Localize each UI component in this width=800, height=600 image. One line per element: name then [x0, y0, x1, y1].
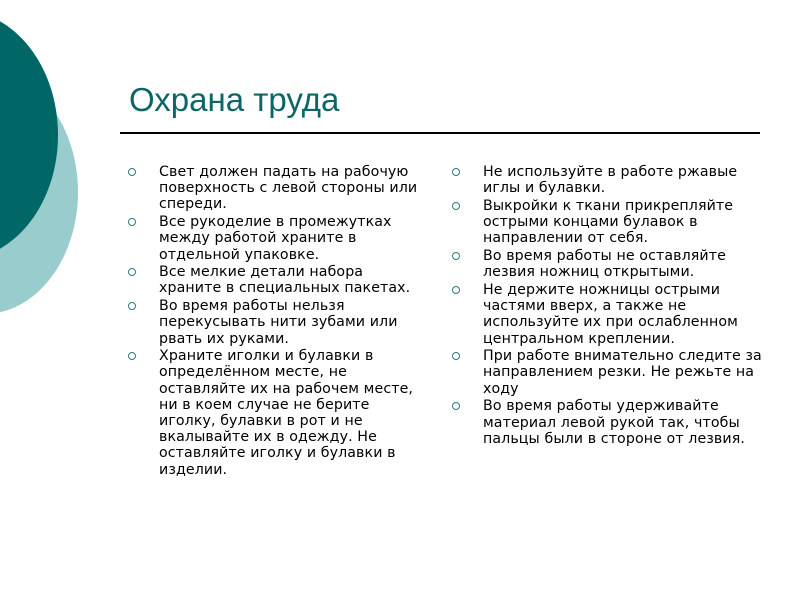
- hollow-circle-bullet-icon: [452, 168, 460, 176]
- hollow-circle-bullet-icon: [128, 302, 136, 310]
- list-item-text: Храните иголки и булавки в определённом месте, не оставляйте их на рабочем месте, ни в коем случае не берите иголку, булавки в рот и не вкалывайте их в одежду. Не оставляйте иголку и булавки в изделии.: [159, 348, 414, 478]
- list-item: [452, 198, 762, 247]
- hollow-circle-bullet-icon: [452, 252, 460, 260]
- slide-title: Охрана труда: [129, 81, 340, 118]
- hollow-circle-bullet-icon: [128, 268, 136, 276]
- list-item-text: Все мелкие детали набора храните в специальных пакетах.: [159, 264, 411, 297]
- hollow-circle-bullet-icon: [452, 352, 460, 360]
- hollow-circle-bullet-icon: [128, 168, 136, 176]
- list-item: [128, 348, 428, 478]
- list-item: [452, 282, 762, 347]
- list-item: [452, 348, 762, 397]
- list-item: [452, 398, 762, 447]
- list-item: [452, 248, 762, 280]
- list-item-text: При работе внимательно следите за направлением резки. Не режьте на ходу: [483, 348, 762, 397]
- hollow-circle-bullet-icon: [128, 218, 136, 226]
- hollow-circle-bullet-icon: [128, 352, 136, 360]
- right-bullet-list: [452, 164, 762, 448]
- list-item: [452, 164, 762, 196]
- list-item-text: Выкройки к ткани прикрепляйте острыми концами булавок в направлении от себя.: [483, 197, 734, 247]
- list-item-text: Не используйте в работе ржавые иглы и булавки.: [483, 164, 738, 197]
- left-bullet-list: [128, 164, 428, 479]
- hollow-circle-bullet-icon: [452, 402, 460, 410]
- list-item-text: Во время работы удерживайте материал левой рукой так, чтобы пальцы были в стороне от лезвия.: [483, 398, 745, 447]
- list-item-text: Все рукоделие в промежутках между работой храните в отдельной упаковке.: [159, 214, 392, 263]
- list-item: [128, 164, 428, 213]
- list-item: [128, 298, 428, 347]
- hollow-circle-bullet-icon: [452, 202, 460, 210]
- list-item-text: Не держите ножницы острыми частями вверх, а также не используйте их при ослабленном центральном креплении.: [483, 281, 738, 347]
- list-item-text: Свет должен падать на рабочую поверхность с левой стороны или спереди.: [159, 164, 418, 213]
- list-item: [128, 214, 428, 263]
- list-item-text: Во время работы нельзя перекусывать нити зубами или рвать их руками.: [159, 298, 398, 347]
- list-item-text: Во время работы не оставляйте лезвия ножниц открытыми.: [483, 248, 726, 281]
- title-divider: [120, 132, 760, 134]
- hollow-circle-bullet-icon: [452, 286, 460, 294]
- list-item: [128, 264, 428, 296]
